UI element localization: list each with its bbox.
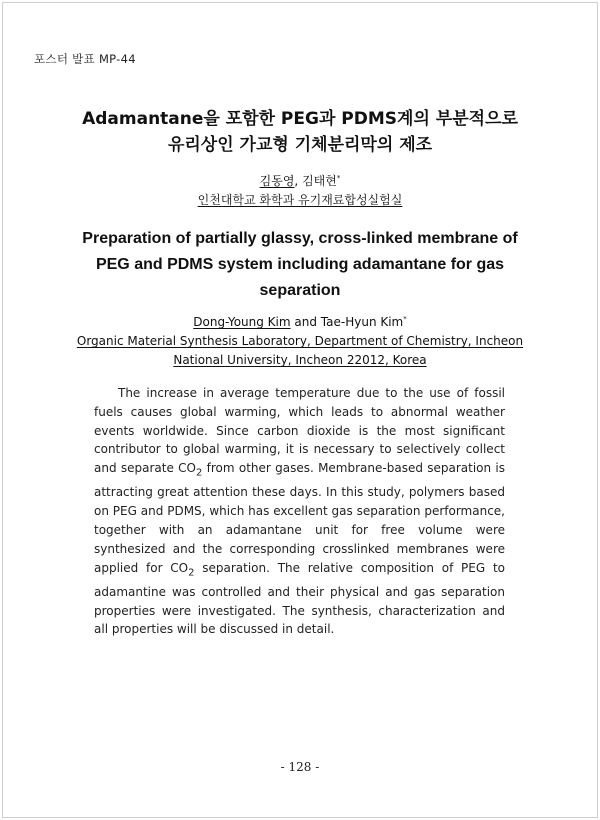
korean-author-2: 김태현	[302, 174, 337, 188]
korean-title-line-1: Adamantane을 포함한 PEG과 PDMS계의 부분적으로	[82, 109, 518, 129]
english-affiliation-line-2: National University, Incheon 22012, Korea	[173, 353, 427, 367]
co2-subscript-1: 2	[195, 467, 203, 479]
english-title-line-1: Preparation of partially glassy, cross-linked membrane of	[82, 230, 518, 247]
english-affiliation-line-1: Organic Material Synthesis Laboratory, Department of Chemistry, Incheon	[76, 334, 524, 348]
korean-authors-block	[0, 172, 600, 210]
english-author-1: Dong-Young Kim	[193, 315, 291, 329]
english-author-separator: and	[290, 315, 321, 329]
english-authors-block	[0, 313, 600, 370]
english-author-2: Tae-Hyun Kim	[320, 315, 404, 329]
english-title	[0, 226, 600, 304]
session-label: 포스터 발표 MP-44	[34, 52, 136, 66]
korean-author-1: 김동영	[259, 174, 295, 188]
korean-title	[0, 106, 600, 158]
korean-author-separator: ,	[294, 174, 303, 188]
corresponding-author-mark: *	[336, 174, 341, 182]
english-corresponding-mark: *	[403, 315, 407, 323]
korean-author-line	[0, 172, 600, 191]
english-author-line	[0, 313, 600, 332]
english-title-line-2: PEG and PDMS system including adamantane for gas	[95, 256, 505, 273]
abstract-text-1: The increase in average temperature due to the use of fossil fuels causes global warming, which leads to abnormal weather events worldwide. Since carbon dioxide is the most significant contributor to global warming, it is necessary to selectively collect and separate CO	[94, 386, 505, 476]
co2-subscript-2: 2	[188, 566, 195, 578]
korean-affiliation: 인천대학교 화학과 유기재료합성실험실	[197, 193, 403, 207]
english-title-line-3: separation	[259, 282, 341, 299]
page-number: - 128 -	[280, 760, 320, 774]
abstract-text-2: from other gases. Membrane-based separation is attracting great attention these days. In this study, polymers based on PEG and PDMS, which has excellent gas separation performance, together with an adamantane unit for free volume were synthesized and the corresponding crosslinked membranes were applied for CO	[94, 461, 505, 575]
korean-title-line-2: 유리상인 가교형 기체분리막의 제조	[167, 135, 433, 155]
abstract-paragraph	[94, 384, 505, 639]
abstract-text-3: separation. The relative composition of PEG to adamantine was controlled and their physical and gas separation properties were investigated. The synthesis, characterization and all properties will be discussed in detail.	[94, 560, 505, 637]
